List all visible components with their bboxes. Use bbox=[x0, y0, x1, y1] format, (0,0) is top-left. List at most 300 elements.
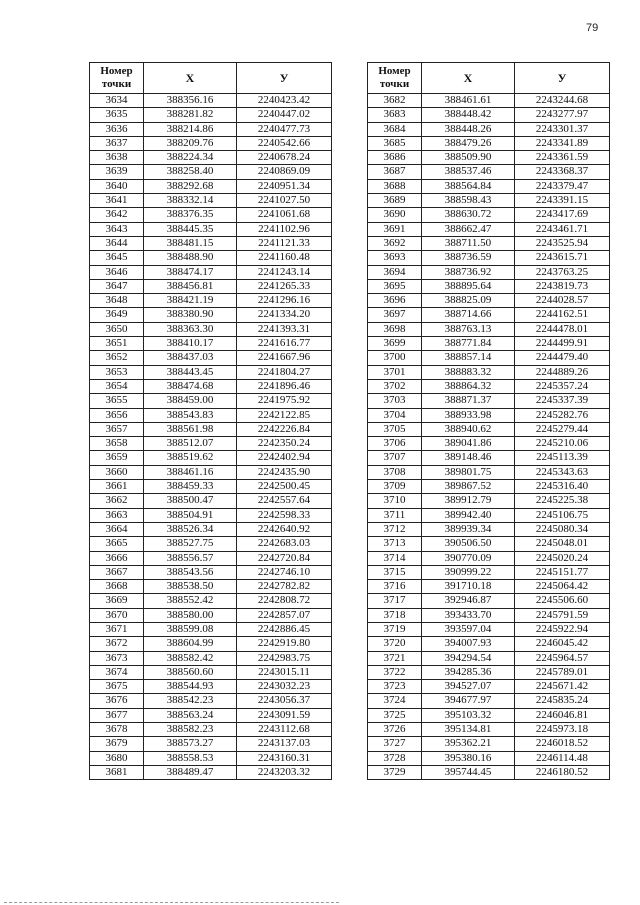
point-number-cell: 3704 bbox=[368, 408, 422, 422]
x-coordinate-cell: 388479.26 bbox=[422, 136, 515, 150]
x-coordinate-cell: 388542.23 bbox=[144, 694, 237, 708]
y-coordinate-cell: 2241393.31 bbox=[237, 322, 332, 336]
table-row bbox=[368, 122, 610, 136]
table-row bbox=[368, 136, 610, 150]
table-row bbox=[368, 565, 610, 579]
point-number-cell: 3673 bbox=[90, 651, 144, 665]
x-coordinate-cell: 395744.45 bbox=[422, 765, 515, 779]
point-number-cell: 3648 bbox=[90, 294, 144, 308]
y-coordinate-cell: 2246114.48 bbox=[515, 751, 610, 765]
table-row bbox=[90, 508, 332, 522]
header-point-number: Номер точки bbox=[368, 63, 422, 94]
table-row bbox=[368, 437, 610, 451]
table-header-row bbox=[90, 63, 332, 94]
table-row bbox=[90, 279, 332, 293]
point-number-cell: 3654 bbox=[90, 379, 144, 393]
point-number-cell: 3717 bbox=[368, 594, 422, 608]
point-number-cell: 3700 bbox=[368, 351, 422, 365]
point-number-cell: 3701 bbox=[368, 365, 422, 379]
table-row bbox=[368, 408, 610, 422]
y-coordinate-cell: 2243819.73 bbox=[515, 279, 610, 293]
y-coordinate-cell: 2241334.20 bbox=[237, 308, 332, 322]
table-row bbox=[368, 308, 610, 322]
x-coordinate-cell: 388456.81 bbox=[144, 279, 237, 293]
y-coordinate-cell: 2245210.06 bbox=[515, 437, 610, 451]
y-coordinate-cell: 2245151.77 bbox=[515, 565, 610, 579]
y-coordinate-cell: 2245279.44 bbox=[515, 422, 610, 436]
x-coordinate-cell: 388580.00 bbox=[144, 608, 237, 622]
y-coordinate-cell: 2241160.48 bbox=[237, 251, 332, 265]
y-coordinate-cell: 2242122.85 bbox=[237, 408, 332, 422]
y-coordinate-cell: 2245048.01 bbox=[515, 537, 610, 551]
point-number-cell: 3684 bbox=[368, 122, 422, 136]
y-coordinate-cell: 2246018.52 bbox=[515, 737, 610, 751]
table-row bbox=[368, 680, 610, 694]
x-coordinate-cell: 388940.62 bbox=[422, 422, 515, 436]
x-coordinate-cell: 389801.75 bbox=[422, 465, 515, 479]
y-coordinate-cell: 2245791.59 bbox=[515, 608, 610, 622]
point-number-cell: 3635 bbox=[90, 108, 144, 122]
point-number-cell: 3670 bbox=[90, 608, 144, 622]
y-coordinate-cell: 2245282.76 bbox=[515, 408, 610, 422]
point-number-cell: 3643 bbox=[90, 222, 144, 236]
y-coordinate-cell: 2243112.68 bbox=[237, 723, 332, 737]
x-coordinate-cell: 390506.50 bbox=[422, 537, 515, 551]
point-number-cell: 3725 bbox=[368, 708, 422, 722]
point-number-cell: 3680 bbox=[90, 751, 144, 765]
table-row bbox=[368, 379, 610, 393]
point-number-cell: 3687 bbox=[368, 165, 422, 179]
table-row bbox=[368, 351, 610, 365]
table-row bbox=[90, 165, 332, 179]
header-x: X bbox=[422, 63, 515, 94]
x-coordinate-cell: 388363.30 bbox=[144, 322, 237, 336]
y-coordinate-cell: 2241061.68 bbox=[237, 208, 332, 222]
table-row bbox=[90, 151, 332, 165]
point-number-cell: 3650 bbox=[90, 322, 144, 336]
x-coordinate-cell: 388933.98 bbox=[422, 408, 515, 422]
x-coordinate-cell: 388763.13 bbox=[422, 322, 515, 336]
x-coordinate-cell: 388573.27 bbox=[144, 737, 237, 751]
table-row bbox=[90, 708, 332, 722]
point-number-cell: 3707 bbox=[368, 451, 422, 465]
table-row bbox=[90, 208, 332, 222]
point-number-cell: 3671 bbox=[90, 622, 144, 636]
y-coordinate-cell: 2243056.37 bbox=[237, 694, 332, 708]
x-coordinate-cell: 388561.98 bbox=[144, 422, 237, 436]
point-number-cell: 3652 bbox=[90, 351, 144, 365]
point-number-cell: 3713 bbox=[368, 537, 422, 551]
point-number-cell: 3659 bbox=[90, 451, 144, 465]
x-coordinate-cell: 388630.72 bbox=[422, 208, 515, 222]
point-number-cell: 3679 bbox=[90, 737, 144, 751]
x-coordinate-cell: 388599.08 bbox=[144, 622, 237, 636]
table-row bbox=[90, 408, 332, 422]
point-number-cell: 3665 bbox=[90, 537, 144, 551]
point-number-cell: 3646 bbox=[90, 265, 144, 279]
x-coordinate-cell: 389912.79 bbox=[422, 494, 515, 508]
x-coordinate-cell: 388537.46 bbox=[422, 165, 515, 179]
x-coordinate-cell: 389041.86 bbox=[422, 437, 515, 451]
y-coordinate-cell: 2241667.96 bbox=[237, 351, 332, 365]
point-number-cell: 3718 bbox=[368, 608, 422, 622]
point-number-cell: 3644 bbox=[90, 236, 144, 250]
x-coordinate-cell: 388448.26 bbox=[422, 122, 515, 136]
y-coordinate-cell: 2242983.75 bbox=[237, 651, 332, 665]
point-number-cell: 3668 bbox=[90, 580, 144, 594]
point-number-cell: 3727 bbox=[368, 737, 422, 751]
x-coordinate-cell: 391710.18 bbox=[422, 580, 515, 594]
x-coordinate-cell: 389867.52 bbox=[422, 480, 515, 494]
table-row bbox=[90, 551, 332, 565]
point-number-cell: 3664 bbox=[90, 522, 144, 536]
x-coordinate-cell: 388509.90 bbox=[422, 151, 515, 165]
point-number-cell: 3691 bbox=[368, 222, 422, 236]
header-y: У bbox=[237, 63, 332, 94]
point-number-cell: 3682 bbox=[368, 94, 422, 108]
point-number-cell: 3658 bbox=[90, 437, 144, 451]
table-row bbox=[368, 422, 610, 436]
table-row bbox=[90, 394, 332, 408]
x-coordinate-cell: 388895.64 bbox=[422, 279, 515, 293]
x-coordinate-cell: 388883.32 bbox=[422, 365, 515, 379]
point-number-cell: 3657 bbox=[90, 422, 144, 436]
header-y: У bbox=[515, 63, 610, 94]
x-coordinate-cell: 388443.45 bbox=[144, 365, 237, 379]
y-coordinate-cell: 2243368.37 bbox=[515, 165, 610, 179]
table-row bbox=[90, 622, 332, 636]
point-number-cell: 3689 bbox=[368, 194, 422, 208]
x-coordinate-cell: 389148.46 bbox=[422, 451, 515, 465]
table-row bbox=[90, 751, 332, 765]
x-coordinate-cell: 388504.91 bbox=[144, 508, 237, 522]
point-number-cell: 3667 bbox=[90, 565, 144, 579]
y-coordinate-cell: 2243361.59 bbox=[515, 151, 610, 165]
point-number-cell: 3660 bbox=[90, 465, 144, 479]
x-coordinate-cell: 388356.16 bbox=[144, 94, 237, 108]
table-row bbox=[90, 765, 332, 779]
point-number-cell: 3692 bbox=[368, 236, 422, 250]
table-row bbox=[368, 337, 610, 351]
y-coordinate-cell: 2241121.33 bbox=[237, 236, 332, 250]
y-coordinate-cell: 2240869.09 bbox=[237, 165, 332, 179]
point-number-cell: 3722 bbox=[368, 665, 422, 679]
point-number-cell: 3639 bbox=[90, 165, 144, 179]
table-row bbox=[90, 565, 332, 579]
y-coordinate-cell: 2241027.50 bbox=[237, 194, 332, 208]
x-coordinate-cell: 388437.03 bbox=[144, 351, 237, 365]
y-coordinate-cell: 2243391.15 bbox=[515, 194, 610, 208]
x-coordinate-cell: 388736.59 bbox=[422, 251, 515, 265]
y-coordinate-cell: 2243160.31 bbox=[237, 751, 332, 765]
table-row bbox=[90, 608, 332, 622]
table-row bbox=[368, 236, 610, 250]
x-coordinate-cell: 388662.47 bbox=[422, 222, 515, 236]
x-coordinate-cell: 388582.23 bbox=[144, 723, 237, 737]
y-coordinate-cell: 2240447.02 bbox=[237, 108, 332, 122]
y-coordinate-cell: 2245922.94 bbox=[515, 622, 610, 636]
x-coordinate-cell: 388445.35 bbox=[144, 222, 237, 236]
table-row bbox=[368, 651, 610, 665]
y-coordinate-cell: 2245064.42 bbox=[515, 580, 610, 594]
y-coordinate-cell: 2241616.77 bbox=[237, 337, 332, 351]
table-row bbox=[90, 480, 332, 494]
x-coordinate-cell: 388292.68 bbox=[144, 179, 237, 193]
y-coordinate-cell: 2242640.92 bbox=[237, 522, 332, 536]
footer-rule bbox=[4, 902, 339, 903]
table-row bbox=[90, 136, 332, 150]
point-number-cell: 3728 bbox=[368, 751, 422, 765]
x-coordinate-cell: 389939.34 bbox=[422, 522, 515, 536]
y-coordinate-cell: 2244889.26 bbox=[515, 365, 610, 379]
x-coordinate-cell: 388544.93 bbox=[144, 680, 237, 694]
x-coordinate-cell: 388711.50 bbox=[422, 236, 515, 250]
point-number-cell: 3634 bbox=[90, 94, 144, 108]
table-row bbox=[368, 723, 610, 737]
table-row bbox=[368, 480, 610, 494]
y-coordinate-cell: 2243461.71 bbox=[515, 222, 610, 236]
point-number-cell: 3724 bbox=[368, 694, 422, 708]
x-coordinate-cell: 388481.15 bbox=[144, 236, 237, 250]
table-row bbox=[90, 108, 332, 122]
table-row bbox=[368, 394, 610, 408]
point-number-cell: 3672 bbox=[90, 637, 144, 651]
point-number-cell: 3685 bbox=[368, 136, 422, 150]
table-row bbox=[90, 637, 332, 651]
table-row bbox=[90, 236, 332, 250]
y-coordinate-cell: 2243203.32 bbox=[237, 765, 332, 779]
y-coordinate-cell: 2242226.84 bbox=[237, 422, 332, 436]
point-number-cell: 3711 bbox=[368, 508, 422, 522]
y-coordinate-cell: 2243615.71 bbox=[515, 251, 610, 265]
x-coordinate-cell: 388543.56 bbox=[144, 565, 237, 579]
point-number-cell: 3702 bbox=[368, 379, 422, 393]
x-coordinate-cell: 388871.37 bbox=[422, 394, 515, 408]
x-coordinate-cell: 388560.60 bbox=[144, 665, 237, 679]
x-coordinate-cell: 388488.90 bbox=[144, 251, 237, 265]
table-row bbox=[368, 465, 610, 479]
point-number-cell: 3699 bbox=[368, 337, 422, 351]
x-coordinate-cell: 388857.14 bbox=[422, 351, 515, 365]
table-row bbox=[90, 537, 332, 551]
x-coordinate-cell: 388598.43 bbox=[422, 194, 515, 208]
table-row bbox=[90, 680, 332, 694]
x-coordinate-cell: 388538.50 bbox=[144, 580, 237, 594]
x-coordinate-cell: 393433.70 bbox=[422, 608, 515, 622]
table-row bbox=[90, 665, 332, 679]
table-row bbox=[90, 294, 332, 308]
y-coordinate-cell: 2241804.27 bbox=[237, 365, 332, 379]
table-row bbox=[90, 251, 332, 265]
point-number-cell: 3662 bbox=[90, 494, 144, 508]
x-coordinate-cell: 388714.66 bbox=[422, 308, 515, 322]
y-coordinate-cell: 2243277.97 bbox=[515, 108, 610, 122]
x-coordinate-cell: 388474.68 bbox=[144, 379, 237, 393]
x-coordinate-cell: 388825.09 bbox=[422, 294, 515, 308]
x-coordinate-cell: 395380.16 bbox=[422, 751, 515, 765]
table-row bbox=[368, 251, 610, 265]
y-coordinate-cell: 2243301.37 bbox=[515, 122, 610, 136]
table-row bbox=[90, 494, 332, 508]
point-number-cell: 3714 bbox=[368, 551, 422, 565]
table-row bbox=[90, 122, 332, 136]
point-number-cell: 3695 bbox=[368, 279, 422, 293]
point-number-cell: 3641 bbox=[90, 194, 144, 208]
header-x: X bbox=[144, 63, 237, 94]
y-coordinate-cell: 2244028.57 bbox=[515, 294, 610, 308]
point-number-cell: 3655 bbox=[90, 394, 144, 408]
x-coordinate-cell: 394677.97 bbox=[422, 694, 515, 708]
coordinates-table-left bbox=[89, 62, 332, 780]
y-coordinate-cell: 2241102.96 bbox=[237, 222, 332, 236]
table-row bbox=[90, 723, 332, 737]
point-number-cell: 3705 bbox=[368, 422, 422, 436]
table-row bbox=[368, 279, 610, 293]
x-coordinate-cell: 388376.35 bbox=[144, 208, 237, 222]
y-coordinate-cell: 2242500.45 bbox=[237, 480, 332, 494]
point-number-cell: 3719 bbox=[368, 622, 422, 636]
y-coordinate-cell: 2245506.60 bbox=[515, 594, 610, 608]
y-coordinate-cell: 2245080.34 bbox=[515, 522, 610, 536]
x-coordinate-cell: 388489.47 bbox=[144, 765, 237, 779]
table-row bbox=[90, 580, 332, 594]
x-coordinate-cell: 389942.40 bbox=[422, 508, 515, 522]
point-number-cell: 3642 bbox=[90, 208, 144, 222]
table-row bbox=[90, 308, 332, 322]
x-coordinate-cell: 393597.04 bbox=[422, 622, 515, 636]
y-coordinate-cell: 2243032.23 bbox=[237, 680, 332, 694]
x-coordinate-cell: 388543.83 bbox=[144, 408, 237, 422]
x-coordinate-cell: 388527.75 bbox=[144, 537, 237, 551]
point-number-cell: 3729 bbox=[368, 765, 422, 779]
y-coordinate-cell: 2245337.39 bbox=[515, 394, 610, 408]
page-number: 79 bbox=[586, 22, 599, 34]
y-coordinate-cell: 2245113.39 bbox=[515, 451, 610, 465]
y-coordinate-cell: 2245316.40 bbox=[515, 480, 610, 494]
x-coordinate-cell: 390999.22 bbox=[422, 565, 515, 579]
table-row bbox=[368, 765, 610, 779]
table-row bbox=[368, 179, 610, 193]
table-row bbox=[90, 594, 332, 608]
x-coordinate-cell: 394527.07 bbox=[422, 680, 515, 694]
table-row bbox=[90, 694, 332, 708]
table-row bbox=[368, 322, 610, 336]
point-number-cell: 3656 bbox=[90, 408, 144, 422]
y-coordinate-cell: 2241243.14 bbox=[237, 265, 332, 279]
y-coordinate-cell: 2246180.52 bbox=[515, 765, 610, 779]
y-coordinate-cell: 2245964.57 bbox=[515, 651, 610, 665]
point-number-cell: 3715 bbox=[368, 565, 422, 579]
x-coordinate-cell: 388380.90 bbox=[144, 308, 237, 322]
point-number-cell: 3651 bbox=[90, 337, 144, 351]
table-row bbox=[368, 494, 610, 508]
point-number-cell: 3693 bbox=[368, 251, 422, 265]
table-row bbox=[368, 508, 610, 522]
point-number-cell: 3666 bbox=[90, 551, 144, 565]
y-coordinate-cell: 2242598.33 bbox=[237, 508, 332, 522]
y-coordinate-cell: 2245671.42 bbox=[515, 680, 610, 694]
y-coordinate-cell: 2245973.18 bbox=[515, 723, 610, 737]
table-row bbox=[368, 694, 610, 708]
y-coordinate-cell: 2241296.16 bbox=[237, 294, 332, 308]
y-coordinate-cell: 2244479.40 bbox=[515, 351, 610, 365]
x-coordinate-cell: 388461.16 bbox=[144, 465, 237, 479]
y-coordinate-cell: 2245225.38 bbox=[515, 494, 610, 508]
y-coordinate-cell: 2240423.42 bbox=[237, 94, 332, 108]
y-coordinate-cell: 2243244.68 bbox=[515, 94, 610, 108]
table-row bbox=[368, 608, 610, 622]
table-row bbox=[368, 294, 610, 308]
point-number-cell: 3647 bbox=[90, 279, 144, 293]
table-row bbox=[90, 365, 332, 379]
table-row bbox=[368, 594, 610, 608]
x-coordinate-cell: 394007.93 bbox=[422, 637, 515, 651]
x-coordinate-cell: 388556.57 bbox=[144, 551, 237, 565]
point-number-cell: 3712 bbox=[368, 522, 422, 536]
table-row bbox=[368, 365, 610, 379]
x-coordinate-cell: 388421.19 bbox=[144, 294, 237, 308]
point-number-cell: 3716 bbox=[368, 580, 422, 594]
x-coordinate-cell: 388512.07 bbox=[144, 437, 237, 451]
x-coordinate-cell: 388736.92 bbox=[422, 265, 515, 279]
x-coordinate-cell: 388552.42 bbox=[144, 594, 237, 608]
x-coordinate-cell: 388558.53 bbox=[144, 751, 237, 765]
table-row bbox=[368, 737, 610, 751]
x-coordinate-cell: 388582.42 bbox=[144, 651, 237, 665]
x-coordinate-cell: 395103.32 bbox=[422, 708, 515, 722]
x-coordinate-cell: 388604.99 bbox=[144, 637, 237, 651]
point-number-cell: 3720 bbox=[368, 637, 422, 651]
table-row bbox=[368, 622, 610, 636]
point-number-cell: 3645 bbox=[90, 251, 144, 265]
point-number-cell: 3677 bbox=[90, 708, 144, 722]
table-row bbox=[368, 265, 610, 279]
point-number-cell: 3686 bbox=[368, 151, 422, 165]
y-coordinate-cell: 2242857.07 bbox=[237, 608, 332, 622]
y-coordinate-cell: 2244162.51 bbox=[515, 308, 610, 322]
point-number-cell: 3709 bbox=[368, 480, 422, 494]
x-coordinate-cell: 395134.81 bbox=[422, 723, 515, 737]
point-number-cell: 3710 bbox=[368, 494, 422, 508]
y-coordinate-cell: 2243417.69 bbox=[515, 208, 610, 222]
y-coordinate-cell: 2242402.94 bbox=[237, 451, 332, 465]
table-row bbox=[90, 437, 332, 451]
table-row bbox=[90, 651, 332, 665]
point-number-cell: 3708 bbox=[368, 465, 422, 479]
x-coordinate-cell: 388224.34 bbox=[144, 151, 237, 165]
y-coordinate-cell: 2242435.90 bbox=[237, 465, 332, 479]
x-coordinate-cell: 388281.82 bbox=[144, 108, 237, 122]
table-row bbox=[368, 551, 610, 565]
table-row bbox=[368, 194, 610, 208]
y-coordinate-cell: 2241975.92 bbox=[237, 394, 332, 408]
x-coordinate-cell: 388474.17 bbox=[144, 265, 237, 279]
y-coordinate-cell: 2242350.24 bbox=[237, 437, 332, 451]
point-number-cell: 3636 bbox=[90, 122, 144, 136]
y-coordinate-cell: 2243341.89 bbox=[515, 136, 610, 150]
y-coordinate-cell: 2246045.42 bbox=[515, 637, 610, 651]
point-number-cell: 3694 bbox=[368, 265, 422, 279]
table-row bbox=[90, 94, 332, 108]
table-row bbox=[368, 708, 610, 722]
table-row bbox=[368, 665, 610, 679]
table-row bbox=[368, 165, 610, 179]
table-row bbox=[90, 222, 332, 236]
y-coordinate-cell: 2242886.45 bbox=[237, 622, 332, 636]
coordinates-table-right bbox=[367, 62, 610, 780]
y-coordinate-cell: 2240477.73 bbox=[237, 122, 332, 136]
table-row bbox=[90, 737, 332, 751]
